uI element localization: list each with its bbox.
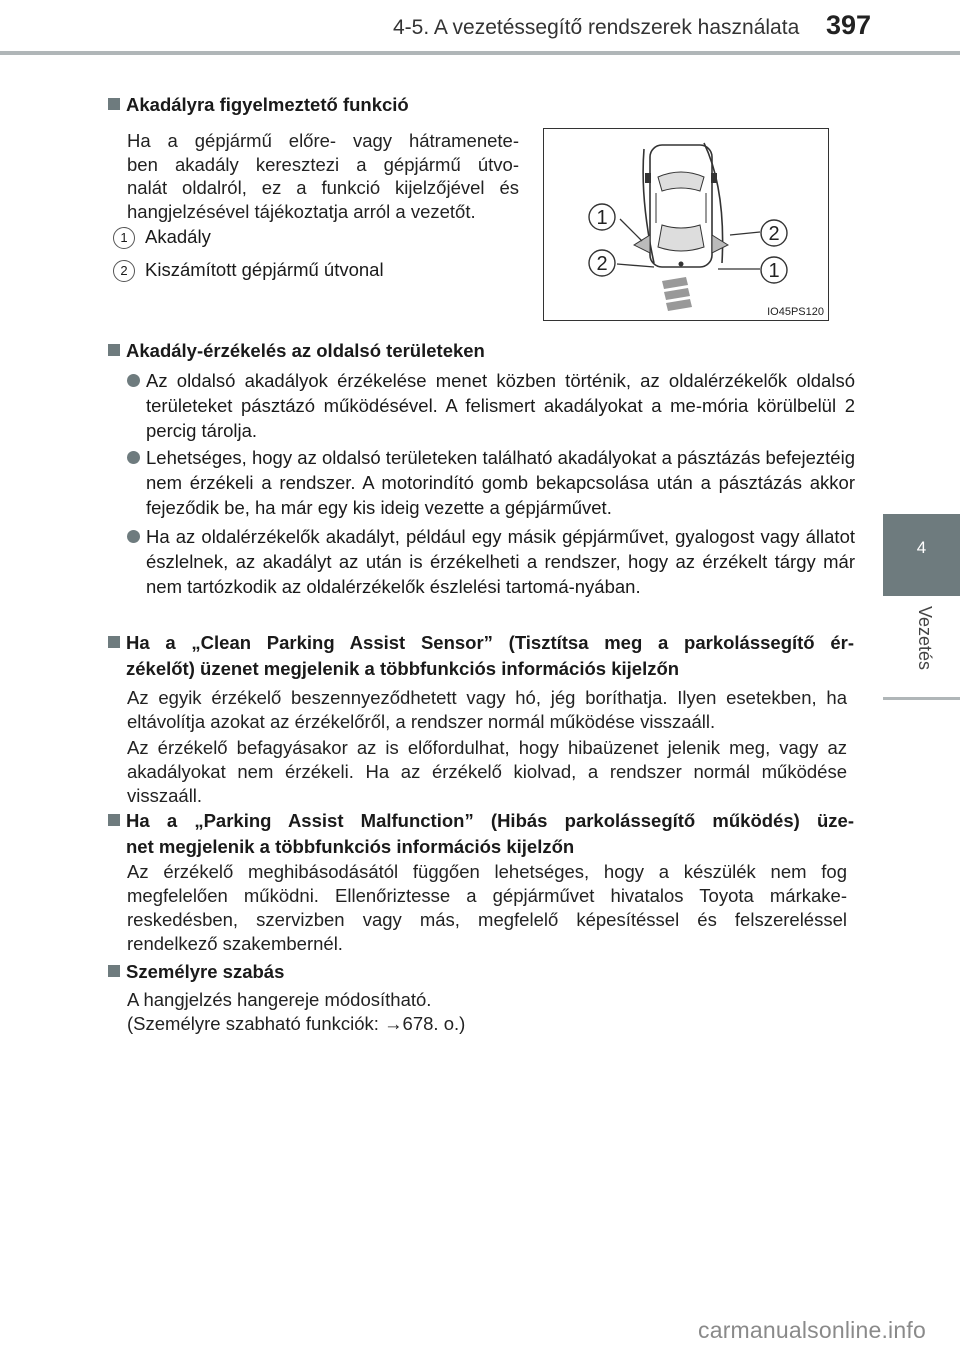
- legend-item-vehicle-path: 2 Kiszámított gépjármű útvonal: [113, 259, 384, 282]
- chapter-tab: [883, 514, 960, 596]
- obstacle-warning-figure: [543, 128, 829, 321]
- chapter-tab-label: Vezetés: [915, 606, 935, 671]
- clean-sensor-text-2: Az érzékelő befagyásakor az is előfordulhat, hogy hibaüzenet jelenik meg, vagy az akadályokat nem érzékeli. Ha az érzékelő kiolvad, a rendszer normál működése visszaáll.: [127, 737, 847, 806]
- figure-callout: 1: [768, 260, 780, 282]
- legend-number: 2: [113, 260, 135, 282]
- bullet-item: Az oldalsó akadályok érzékelése menet közben történik, az oldalérzékelők oldalsó területeket pásztázó működésével. A felismert akadályokat a me-mória körülbelül 2 percig tárolja.: [127, 368, 855, 443]
- square-bullet-icon: [108, 344, 120, 356]
- malfunction-text: Az érzékelő meghibásodásától függően lehetséges, hogy a készülék nem fog megfelelően működni. Ellenőriztesse a gépjárművet hivatalos Toyota márkake-reskedésben, szervizben vagy más, megfelelő képesítéssel és felszereléssel rendelkező szakembernél.: [127, 861, 847, 954]
- obstacle-warning-text: Ha a gépjármű előre- vagy hátramenete- ben akadály keresztezi a gépjármű útvo- nalát oldalról, ez a funkció kijelzőjével és hangjelzésével tájékoztatja arról a vezetőt.: [127, 130, 519, 222]
- page-number: 397: [826, 10, 872, 40]
- site-watermark: carmanualsonline.info: [698, 1317, 926, 1343]
- chapter-title: 4-5. A vezetéssegítő rendszerek használata: [393, 16, 800, 39]
- square-bullet-icon: [108, 636, 120, 648]
- bullet-item: Lehetséges, hogy az oldalsó területeken található akadályokat a pásztázás befejeztéig nem érzékeli a rendszer. A motorindító gomb bekapcsolása után a pásztázás akkor fejeződik be, ha már egy kis ideig vezette a gépjárművet.: [127, 445, 855, 520]
- clean-sensor-text-1: Az egyik érzékelő beszennyeződhetett vagy hó, jég boríthatja. Ilyen esetekben, ha eltávolítja azokat az érzékelőről, a rendszer normál működése visszaáll.: [127, 687, 847, 732]
- figure-code: IO45PS120: [767, 306, 824, 318]
- section-heading-customization: Személyre szabás: [108, 959, 284, 985]
- chapter-tab-rule: [883, 697, 960, 700]
- bullet-item: Ha az oldalérzékelők akadályt, például egy másik gépjárművet, gyalogost vagy állatot észlelnek, az akadályt az után is érzékelheti a rendszer, hogy az érzékelt tárgy már nem tartózkodik az oldalérzékelők észlelési tartomá-nyában.: [127, 524, 855, 599]
- square-bullet-icon: [108, 98, 120, 110]
- section-heading-side-detection: Akadály-érzékelés az oldalsó területeken: [108, 338, 485, 364]
- round-bullet-icon: [127, 451, 140, 464]
- round-bullet-icon: [127, 530, 140, 543]
- figure-callout: 2: [768, 223, 780, 245]
- chapter-tab-number: 4: [916, 538, 927, 557]
- header-rule: [0, 51, 960, 55]
- legend-number: 1: [113, 227, 135, 249]
- figure-callout: 2: [596, 253, 608, 275]
- section-heading-malfunction: Ha a „Parking Assist Malfunction” (Hibás parkolássegítő működés) üze- net megjelenik a többfunkciós információs kijelzőn: [108, 808, 854, 860]
- section-heading-obstacle-warning: Akadályra figyelmeztető funkció: [108, 92, 409, 118]
- square-bullet-icon: [108, 965, 120, 977]
- legend-item-obstacle: 1 Akadály: [113, 226, 211, 249]
- section-heading-clean-sensor: Ha a „Clean Parking Assist Sensor” (Tisztítsa meg a parkolássegítő ér- zékelőt) üzenet megjelenik a többfunkciós információs kijelzőn: [108, 630, 854, 682]
- figure-callout: 1: [596, 207, 608, 229]
- customization-text: A hangjelzés hangereje módosítható. (Személyre szabható funkciók: →678. o.): [127, 989, 466, 1034]
- car-top-view-illustration: [544, 129, 828, 320]
- round-bullet-icon: [127, 374, 140, 387]
- square-bullet-icon: [108, 814, 120, 826]
